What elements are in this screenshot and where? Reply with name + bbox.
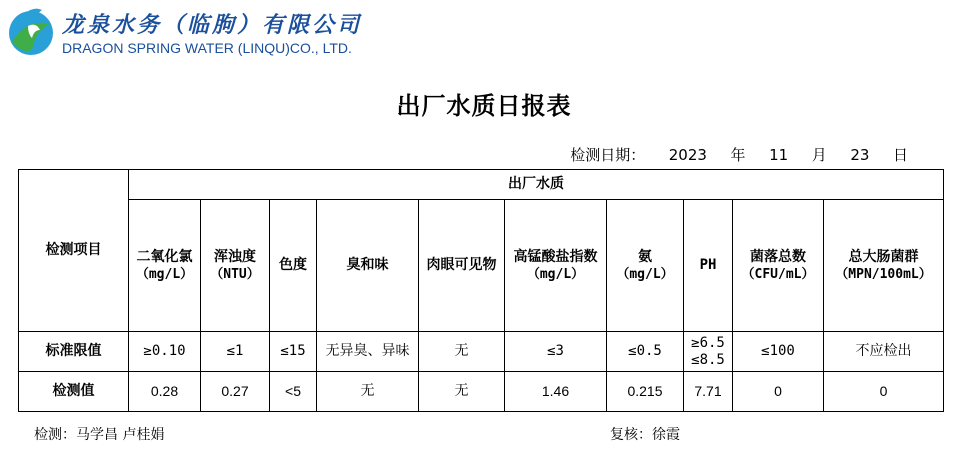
table-cell: 无 xyxy=(419,332,505,372)
reviewer-signature: 复核：徐霞 xyxy=(610,427,680,443)
table-cell: ≤1 xyxy=(201,332,270,372)
table-cell: ≥0.10 xyxy=(129,332,201,372)
date-year-unit: 年 xyxy=(730,146,746,164)
table-cell: ≤100 xyxy=(733,332,824,372)
report-title: 出厂水质日报表 xyxy=(396,91,572,120)
date-day: 23 xyxy=(850,146,870,164)
table-cell: 7.71 xyxy=(684,372,733,412)
date-day-unit: 日 xyxy=(892,146,908,164)
date-label: 检测日期： xyxy=(570,146,646,164)
row-header-cell: 检测项目 xyxy=(19,170,129,332)
table-cell: 0.215 xyxy=(607,372,684,412)
col-header: 肉眼可见物 xyxy=(419,200,505,332)
column-header-row xyxy=(19,200,944,332)
inspection-date xyxy=(570,144,908,165)
table-row xyxy=(19,372,944,412)
table-cell: ≤15 xyxy=(270,332,317,372)
col-header: 总大肠菌群 （MPN/100mL） xyxy=(824,200,944,332)
company-name-cn: 龙泉水务（临朐）有限公司 xyxy=(62,13,363,38)
table-cell: 0.27 xyxy=(201,372,270,412)
row-label: 标准限值 xyxy=(19,332,129,372)
col-header: PH xyxy=(684,200,733,332)
table-cell: ≤0.5 xyxy=(607,332,684,372)
table-cell: 无异臭、异味 xyxy=(317,332,419,372)
table-cell: ≤3 xyxy=(505,332,607,372)
table-cell: 0.28 xyxy=(129,372,201,412)
table-cell: 1.46 xyxy=(505,372,607,412)
table-cell: ≥6.5 ≤8.5 xyxy=(684,332,733,372)
row-label: 检测值 xyxy=(19,372,129,412)
company-logo-icon xyxy=(6,4,56,58)
col-header: 色度 xyxy=(270,200,317,332)
col-header: 氨 （mg/L） xyxy=(607,200,684,332)
date-month: 11 xyxy=(769,146,789,164)
table-cell: 0 xyxy=(733,372,824,412)
col-header: 二氧化氯 （mg/L） xyxy=(129,200,201,332)
group-header-cell: 出厂水质 xyxy=(129,170,944,200)
col-header: 浑浊度 （NTU） xyxy=(201,200,270,332)
inspector-signature: 检测：马学昌 卢桂娟 xyxy=(34,427,165,443)
table-cell: 0 xyxy=(824,372,944,412)
table-row xyxy=(19,332,944,372)
date-month-unit: 月 xyxy=(811,146,827,164)
col-header: 菌落总数 （CFU/mL） xyxy=(733,200,824,332)
water-quality-table xyxy=(18,169,944,412)
table-cell: 不应检出 xyxy=(824,332,944,372)
table-cell: 无 xyxy=(317,372,419,412)
table-cell: 无 xyxy=(419,372,505,412)
company-name-en: DRAGON SPRING WATER (LINQU)CO., LTD. xyxy=(62,40,352,56)
col-header: 臭和味 xyxy=(317,200,419,332)
table-cell: <5 xyxy=(270,372,317,412)
col-header: 高锰酸盐指数 （mg/L） xyxy=(505,200,607,332)
date-year: 2023 xyxy=(668,146,707,164)
